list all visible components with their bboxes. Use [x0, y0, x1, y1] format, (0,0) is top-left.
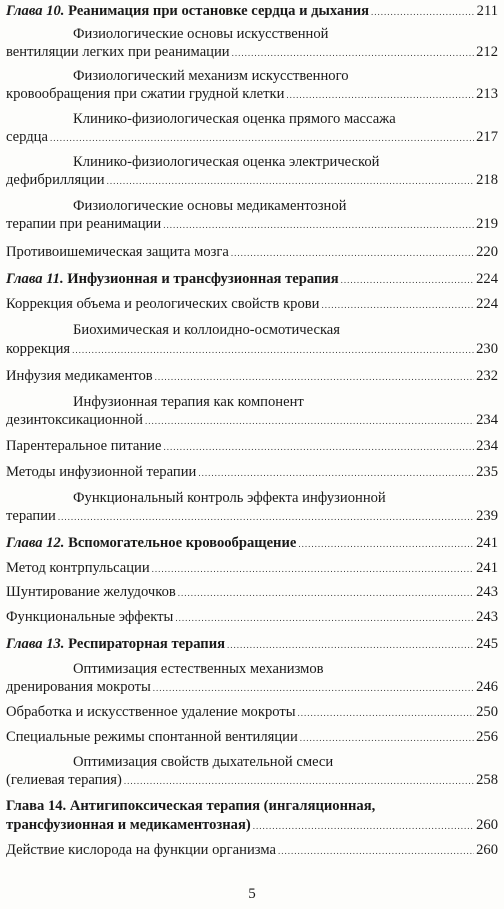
page-ref: 212 [476, 44, 498, 60]
page-ref: 224 [476, 271, 498, 287]
toc-entry-line: Клинико-физиологическая оценка электрической [73, 154, 380, 170]
page-ref: 217 [476, 129, 498, 145]
toc-entry [6, 243, 498, 262]
leader-dots [232, 43, 475, 62]
toc-entry-text: коррекция [6, 341, 71, 357]
toc-entry [6, 703, 498, 722]
chapter-title: Антигипоксическая терапия (ингаляционная, [69, 798, 376, 814]
toc-entry-text: вентиляции легких при реанимации [6, 44, 230, 60]
leader-dots [107, 171, 475, 190]
toc-entry [6, 43, 498, 62]
chapter-label: Глава 10. [6, 3, 65, 19]
toc-entry-text: Коррекция объема и реологических свойств крови [6, 296, 320, 312]
toc-entry [6, 728, 498, 747]
chapter-label: Глава 14. [6, 798, 67, 814]
toc-entry-text: Инфузия медикаментов [6, 368, 153, 384]
toc-entry-line: Клинико-физиологическая оценка прямого массажа [73, 111, 396, 127]
toc-entry [6, 678, 498, 697]
toc-entry-line: Физиологические основы медикаментозной [73, 198, 347, 214]
toc-entry-line: Биохимическая и коллоидно-осмотическая [73, 322, 340, 338]
chapter-heading [6, 816, 498, 835]
leader-dots [227, 635, 474, 654]
page-ref: 235 [476, 464, 498, 480]
page-ref: 218 [476, 172, 498, 188]
leader-dots [298, 534, 474, 553]
toc-entry-line: Оптимизация естественных механизмов [73, 661, 324, 677]
page-ref: 234 [476, 412, 498, 428]
toc-entry-text: терапии при реанимации [6, 216, 162, 232]
leader-dots [58, 507, 474, 526]
chapter-heading-line [6, 797, 375, 815]
toc-entry [6, 559, 498, 578]
leader-dots [145, 411, 474, 430]
page-ref: 243 [476, 584, 498, 600]
toc-entry-text: Шунтирование желудочков [6, 584, 176, 600]
leader-dots [341, 270, 474, 289]
leader-dots [175, 608, 474, 627]
toc-entry-text: терапии [6, 508, 56, 524]
toc-entry-line: Функциональный контроль эффекта инфузионной [73, 490, 386, 506]
page-ref: 260 [476, 817, 498, 833]
leader-dots [50, 128, 474, 147]
chapter-title: Реанимация при остановке сердца и дыхания [68, 3, 370, 19]
leader-dots [321, 295, 474, 314]
page-ref: 250 [476, 704, 498, 720]
toc-entry-text: (гелиевая терапия) [6, 772, 122, 788]
chapter-heading [6, 635, 498, 654]
toc-entry [6, 171, 498, 190]
leader-dots [178, 583, 474, 602]
leader-dots [278, 841, 474, 860]
toc-entry-text: Парентеральное питание [6, 438, 162, 454]
toc-entry-text: Функциональные эффекты [6, 609, 174, 625]
toc-entry [6, 295, 498, 314]
page-ref: 245 [476, 636, 498, 652]
leader-dots [153, 678, 474, 697]
leader-dots [163, 215, 474, 234]
leader-dots [231, 243, 474, 262]
toc-entry [6, 367, 498, 386]
leader-dots [371, 2, 475, 21]
toc-entry [6, 85, 498, 104]
toc-entry [6, 340, 498, 359]
leader-dots [163, 437, 474, 456]
toc-entry [6, 437, 498, 456]
toc-entry-text: дренирования мокроты [6, 679, 151, 695]
leader-dots [124, 771, 474, 790]
toc-entry-line: Оптимизация свойств дыхательной смеси [73, 754, 334, 770]
toc-entry-line: Физиологические основы искусственной [73, 26, 329, 42]
toc-entry-text: Противоишемическая защита мозга [6, 244, 229, 260]
leader-dots [72, 340, 474, 359]
toc-entry-text: кровообращения при сжатии грудной клетки [6, 86, 285, 102]
chapter-heading [6, 534, 498, 553]
toc-entry-line: Инфузионная терапия как компонент [73, 394, 304, 410]
toc-entry [6, 583, 498, 602]
toc-entry-text: Метод контрпульсации [6, 560, 150, 576]
page-ref: 213 [476, 86, 498, 102]
chapter-title: Инфузионная и трансфузионная терапия [67, 271, 339, 287]
toc-entry-line: Физиологический механизм искусственного [73, 68, 349, 84]
toc-entry-text: Методы инфузионной терапии [6, 464, 197, 480]
leader-dots [253, 816, 474, 835]
toc-entry [6, 841, 498, 860]
leader-dots [198, 463, 474, 482]
leader-dots [152, 559, 474, 578]
toc-entry [6, 608, 498, 627]
page-ref: 220 [476, 244, 498, 260]
chapter-title: Респираторная терапия [68, 636, 226, 652]
chapter-title: Вспомогательное кровообращение [68, 535, 297, 551]
toc-entry [6, 411, 498, 430]
chapter-heading [6, 2, 498, 21]
page-ref: 232 [476, 368, 498, 384]
toc-entry [6, 771, 498, 790]
page-number: 5 [248, 886, 256, 902]
page-ref: 256 [476, 729, 498, 745]
chapter-label: Глава 13. [6, 636, 65, 652]
leader-dots [300, 728, 474, 747]
toc-entry [6, 128, 498, 147]
toc-entry [6, 507, 498, 526]
leader-dots [298, 703, 475, 722]
page-ref: 241 [476, 535, 498, 551]
toc-entry-text: Обработка и искусственное удаление мокроты [6, 704, 296, 720]
page-ref: 243 [476, 609, 498, 625]
page-ref: 239 [476, 508, 498, 524]
page-ref: 258 [476, 772, 498, 788]
toc-entry [6, 463, 498, 482]
toc-entry-text: дефибрилляции [6, 172, 105, 188]
page-ref: 219 [476, 216, 498, 232]
toc-entry [6, 215, 498, 234]
page-ref: 234 [476, 438, 498, 454]
leader-dots [155, 367, 474, 386]
page-ref: 260 [476, 842, 498, 858]
chapter-title: трансфузионная и медикаментозная) [6, 817, 251, 833]
toc-entry-text: сердца [6, 129, 48, 145]
chapter-label: Глава 11. [6, 271, 64, 287]
page-ref: 211 [476, 3, 498, 19]
page-ref: 241 [476, 560, 498, 576]
toc-entry-text: Действие кислорода на функции организма [6, 842, 276, 858]
page-ref: 246 [476, 679, 498, 695]
toc-entry-text: дезинтоксикационной [6, 412, 143, 428]
chapter-label: Глава 12. [6, 535, 65, 551]
page-ref: 224 [476, 296, 498, 312]
toc-entry-text: Специальные режимы спонтанной вентиляции [6, 729, 298, 745]
leader-dots [286, 85, 474, 104]
page-ref: 230 [476, 341, 498, 357]
chapter-heading [6, 270, 498, 289]
